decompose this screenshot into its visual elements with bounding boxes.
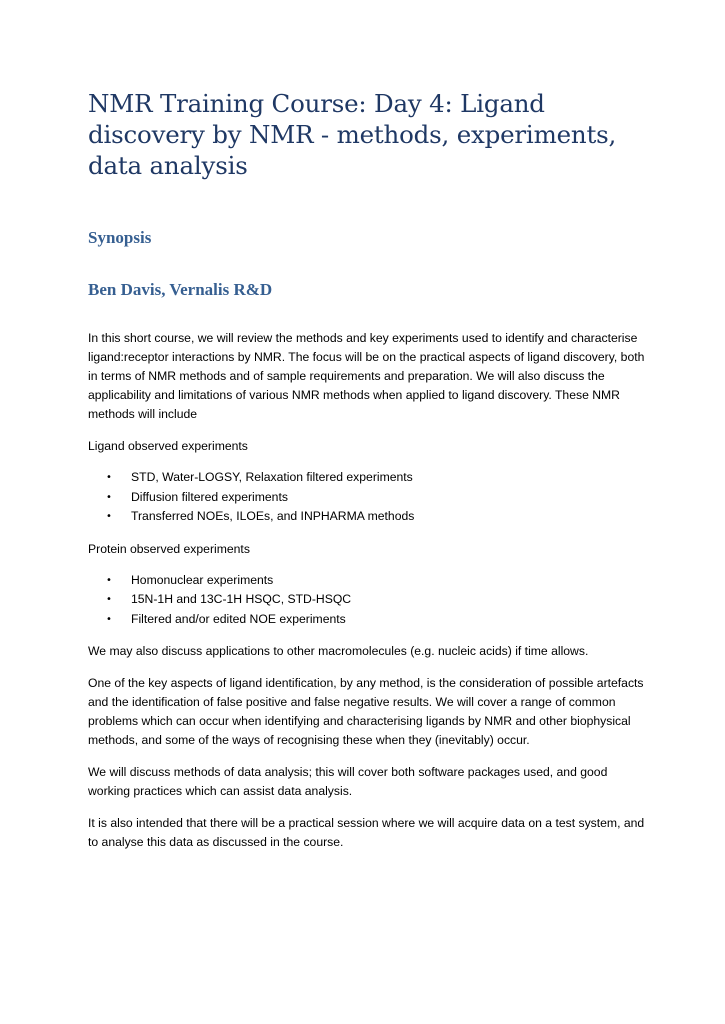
list-item-text: Transferred NOEs, ILOEs, and INPHARMA methods [131,509,415,523]
bullet-icon: • [106,511,112,522]
macromolecules-paragraph: We may also discuss applications to other macromolecules (e.g. nucleic acids) if time allows. [88,644,589,658]
list-item [88,571,648,591]
bullet-icon: • [106,574,112,586]
list-item-text: 15N-1H and 13C-1H HSQC, STD-HSQC [131,592,352,606]
protein-observed-heading: Protein observed experiments [88,541,250,556]
practical-session-paragraph: It is also intended that there will be a practical session where we will acquire data on a test system, and to analyse this data as discussed in the course. [88,816,645,849]
bullet-icon: • [106,472,112,483]
list-item [88,610,648,630]
bullet-icon: • [106,613,112,625]
list-item [88,468,648,488]
list-item-text: STD, Water-LOGSY, Relaxation filtered experiments [131,470,413,484]
data-analysis-paragraph: We will discuss methods of data analysis; this will cover both software packages used, and good working practices which can assist data analysis. [88,765,608,798]
bullet-icon: • [106,594,112,605]
ligand-observed-heading: Ligand observed experiments [88,439,248,453]
list-item [88,488,648,508]
list-item-text: Filtered and/or edited NOE experiments [131,611,346,626]
list-item-text: Homonuclear experiments [131,572,274,587]
list-item-text: Diffusion filtered experiments [131,489,288,504]
artefacts-paragraph: One of the key aspects of ligand identification, by any method, is the consideration of possible artefacts and the identification of false positive and false negative results. We will cover a range of common problems which can occur when identifying and characterising ligands by NMR and other biophysical methods, and some of the ways of recognising these when they (inevitably) occur. [88,676,644,747]
protein-observed-list [88,571,648,630]
document-body [88,88,648,852]
bullet-icon: • [106,491,112,503]
list-item [88,507,648,527]
document-title: NMR Training Course: Day 4: Ligand discovery by NMR - methods, experiments, data analysis [88,89,617,180]
synopsis-heading: Synopsis [88,228,152,247]
intro-paragraph: In this short course, we will review the methods and key experiments used to identify and characterise ligand:receptor interactions by NMR. The focus will be on the practical aspects of ligand discovery, both in terms of NMR methods and of sample requirements and preparation. We will also discuss the applicability and limitations of various NMR methods when applied to ligand discovery. These NMR methods will include [88,331,645,421]
ligand-observed-list [88,468,648,527]
list-item [88,590,648,610]
author-heading: Ben Davis, Vernalis R&D [88,280,273,299]
